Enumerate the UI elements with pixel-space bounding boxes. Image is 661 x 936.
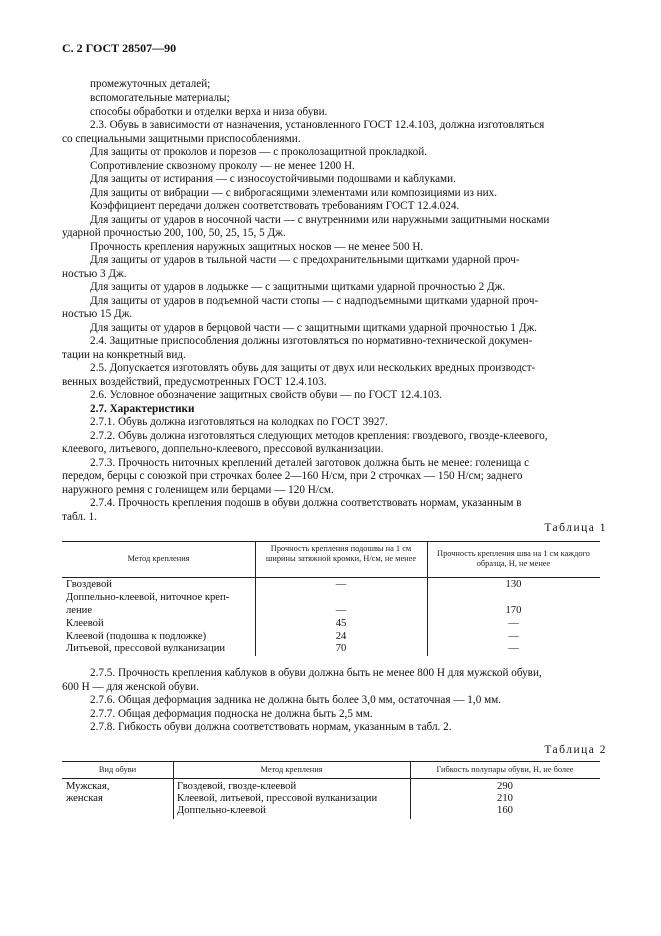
text-line: тации на конкретный вид. [62,349,186,361]
text-line: 2.6. Условное обозначение защитных свойств обуви — по ГОСТ 12.4.103. [90,389,442,401]
text-line: ударной прочностью 200, 100, 50, 25, 15, 5 Дж. [62,227,286,239]
table2-row-flex: 160 [497,805,513,816]
table1-row-method: Клеевой (подошва к подложке) [66,631,207,642]
table1-row-seam: — [508,643,519,654]
text-line: Для защиты от проколов и порезов — с проколозащитной прокладкой. [90,146,428,158]
table1-row-method: ление [66,605,93,616]
table1-header-method: Метод крепления [127,554,190,563]
text-line: 2.7.2. Обувь должна изготовляться следующих методов крепления: гвоздевого, гвоздe-клеевого, [90,430,548,442]
text-line: со специальными защитными приспособлениями. [62,133,301,145]
text-line: промежуточных деталей; [90,78,211,90]
text-line: ностью 3 Дж. [62,268,127,280]
table2-row-flex: 210 [497,793,513,804]
text-line: 2.7.4. Прочность крепления подошв в обуви должна соответствовать нормам, указанным в [90,497,522,509]
table1-row-seam: — [508,618,519,629]
table2-type: женская [66,793,103,804]
table1-row-seam: 130 [505,579,522,590]
table1-header-seam: Прочность крепления шва на 1 см каждого образца, Н, не менее [437,549,590,568]
table1-row-method: Клеевой [66,618,104,629]
table1-header-sole: Прочность крепления подошвы на 1 см ширины затяжной кромки, Н/см, не менее [265,544,417,563]
table2-row-flex: 290 [497,781,513,792]
table2-header-type: Вид обуви [98,765,137,774]
text-line: Для защиты от ударов в лодыжке — с защитными щитками ударной прочностью 2 Дж. [90,281,506,293]
text-line: 2.5. Допускается изготовлять обувь для защиты от двух или нескольких вредных производст- [90,362,536,374]
table1-row-method: Гвоздевой [66,579,112,590]
text-line: передом, берцы с союзкой при строчках более 2—160 Н/см, при 2 строчках — 150 Н/см; заднего [62,470,523,482]
text-line: способы обработки и отделки верха и низа обуви. [90,106,328,118]
table1-row-sole: 70 [335,643,347,654]
text-line: Для защиты от ударов в подъемной части стопы — с надподъемными щитками ударной проч- [90,295,539,307]
text-line: Для защиты от ударов в берцовой части — с защитными щитками ударной прочностью 1 Дж. [90,322,537,334]
text-line: 2.7.3. Прочность ниточных креплений деталей заготовок должна быть не менее: голенища с [90,457,530,469]
table1-row-seam: — [508,631,519,642]
table2-row-method: Клеевой, литьевой, прессовой вулканизации [177,793,378,804]
section-heading: 2.7. Характеристики [90,403,195,415]
text-line: Сопротивление сквозному проколу — не менее 1200 Н. [90,160,355,172]
text-line: Прочность крепления наружных защитных носков — не менее 500 Н. [90,241,424,253]
table2-type: Мужская, [66,781,110,792]
text-line: ностью 15 Дж. [62,308,133,320]
text-line: Для защиты от ударов в тыльной части — с предохранительными щитками ударной проч- [90,254,520,266]
text-line: 2.7.1. Обувь должна изготовляться на колодках по ГОСТ 3927. [90,416,388,428]
text-line: табл. 1. [62,511,97,523]
table1-row-sole: — [335,605,347,616]
text-line: Коэффициент передачи должен соответствовать требованиям ГОСТ 12.4.024. [90,200,460,212]
table2-row-method: Гвоздевой, гвоздe-клеевой [177,781,297,792]
table1-row-sole: 24 [335,631,347,642]
table2-row-method: Доппельно-клеевой [177,805,266,816]
table1-caption: Таблица 1 [544,522,607,534]
table1-row-sole: 45 [335,618,347,629]
text-line: 2.7.6. Общая деформация задника не должна быть более 3,0 мм, остаточная — 1,0 мм. [90,694,502,706]
text-line: вспомогательные материалы; [90,92,230,104]
text-line: 2.7.8. Гибкость обуви должна соответствовать нормам, указанным в табл. 2. [90,721,452,733]
table2-header-flex: Гибкость полупары обуви, Н, не более [436,765,574,774]
text-line: Для защиты от истирания — с износоустойчивыми подошвами и каблуками. [90,173,456,185]
text-line: 2.7.5. Прочность крепления каблуков в обуви должна быть не менее 800 Н для мужской обуви, [90,667,542,679]
text-line: клеевого, литьевого, доппельно-клеевого, прессовой вулканизации. [62,443,384,455]
table2-header-method: Метод крепления [260,765,323,774]
table1-row-method: Литьевой, прессовой вулканизации [66,643,226,654]
text-line: 2.7.7. Общая деформация подноска не должна быть 2,5 мм. [90,708,373,720]
text-line: Для защиты от ударов в носочной части — с внутренними или наружными защитными носками [90,214,550,226]
page-header: С. 2 ГОСТ 28507—90 [62,41,177,55]
text-line: 600 Н — для женской обуви. [62,681,199,693]
text-line: наружного ремня с голенищем или берцами — 120 Н/см. [62,484,334,496]
text-line: 2.3. Обувь в зависимости от назначения, установленного ГОСТ 12.4.103, должна изготовляться [90,119,545,131]
text-line: Для защиты от вибрации — с виброгасящими элементами или композициями из них. [90,187,498,199]
text-line: 2.4. Защитные приспособления должны изготовляться по нормативно-технической докумен- [90,335,533,347]
table1-row-sole: — [335,579,347,590]
table2-caption: Таблица 2 [544,744,607,756]
text-line: венных воздействий, предусмотренных ГОСТ 12.4.103. [62,376,327,388]
table1-row-seam: 170 [505,605,522,616]
table1-row-method: Доппельно-клеевой, ниточное креп- [66,592,230,603]
